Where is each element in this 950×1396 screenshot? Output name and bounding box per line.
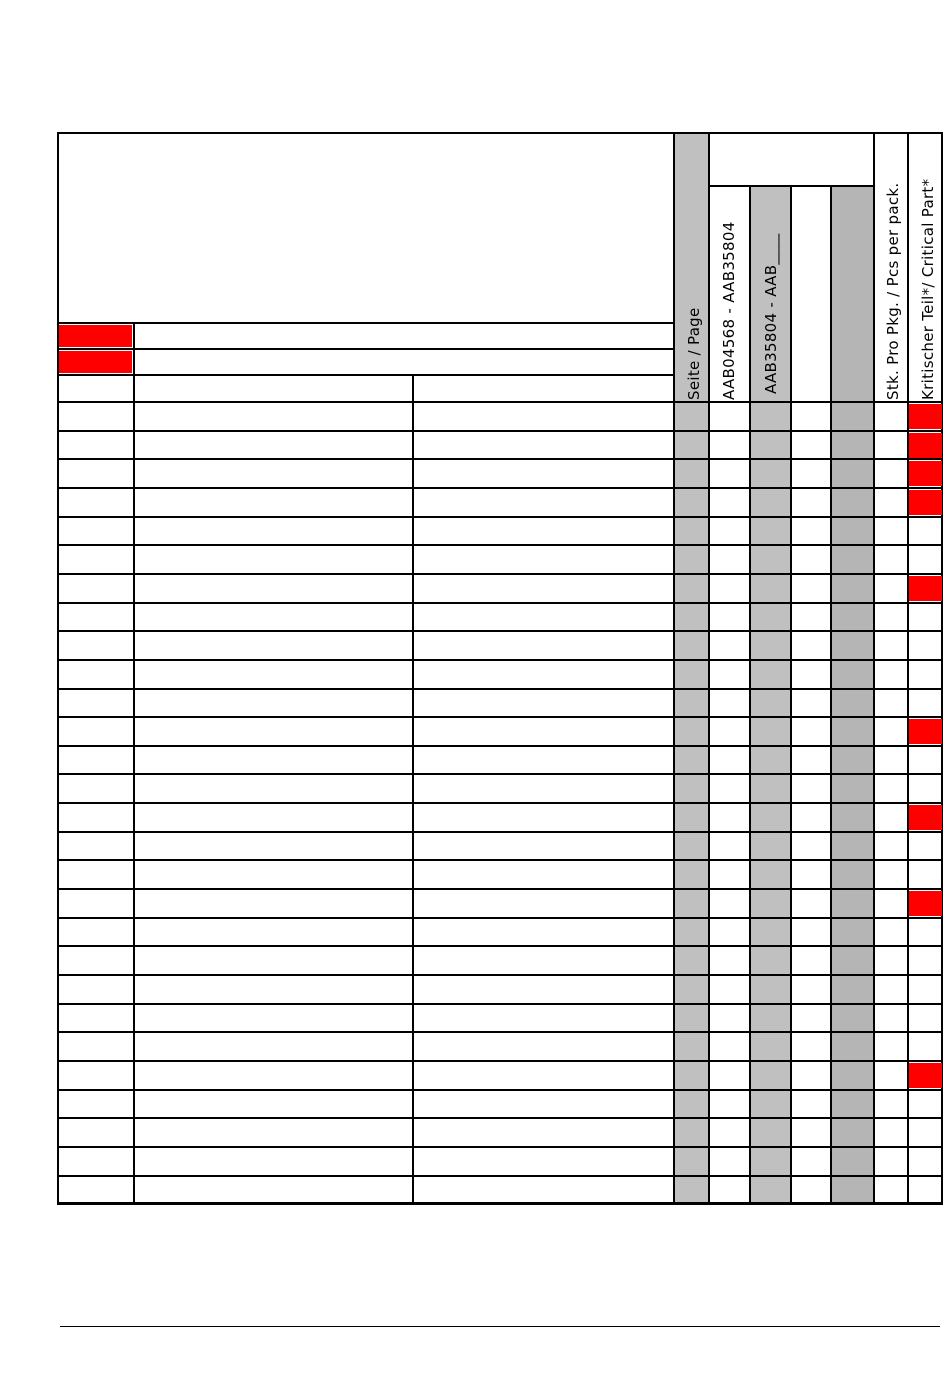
- row-divider: [57, 1203, 943, 1205]
- table-frame: [57, 132, 943, 1204]
- footer-divider: [60, 1326, 940, 1327]
- row-divider: [57, 917, 943, 919]
- critical-part-marker: [909, 805, 942, 830]
- row-divider: [57, 1146, 943, 1148]
- critical-part-marker: [909, 576, 942, 601]
- row-divider: [57, 516, 943, 518]
- row-divider: [57, 773, 943, 775]
- critical-part-marker: [909, 461, 942, 486]
- row-divider: [57, 716, 943, 718]
- row-divider: [57, 688, 943, 690]
- critical-part-marker: [909, 404, 942, 429]
- legend-red-swatch-2: [59, 351, 132, 373]
- row-divider: [57, 945, 943, 947]
- critical-part-marker: [909, 490, 942, 515]
- critical-part-header: Kritischer Teil*/ Critical Part*: [919, 178, 937, 400]
- row-divider: [57, 974, 943, 976]
- row-divider: [57, 888, 943, 890]
- row-divider: [57, 630, 943, 632]
- critical-part-marker: [909, 433, 942, 458]
- row-divider: [57, 1089, 943, 1091]
- row-divider: [57, 430, 943, 432]
- critical-part-marker: [909, 1063, 942, 1088]
- row-divider: [57, 1060, 943, 1062]
- row-divider: [57, 1031, 943, 1033]
- row-divider: [57, 573, 943, 575]
- range-1-header: AAB04568 - AAB35804: [720, 221, 738, 400]
- page-column-fill: [675, 134, 708, 1202]
- pcs-per-pack-header: Stk. Pro Pkg. / Pcs per pack.: [884, 182, 902, 400]
- legend-red-swatch-1: [59, 325, 132, 347]
- row-divider: [57, 745, 943, 747]
- row-divider: [57, 1117, 943, 1119]
- row-divider: [57, 831, 943, 833]
- range-4-column-fill: [832, 187, 873, 1202]
- row-divider: [57, 1175, 943, 1177]
- row-divider: [57, 401, 943, 403]
- row-divider: [57, 1003, 943, 1005]
- row-divider: [57, 859, 943, 861]
- critical-part-marker: [909, 891, 942, 916]
- row-divider: [57, 802, 943, 804]
- row-divider: [57, 487, 943, 489]
- range-2-header: AAB35804 - AAB____: [762, 233, 780, 394]
- row-divider: [57, 458, 943, 460]
- page-column-header: Seite / Page: [685, 307, 703, 400]
- row-divider: [57, 544, 943, 546]
- critical-part-marker: [909, 719, 942, 744]
- row-divider: [57, 659, 943, 661]
- row-divider: [57, 602, 943, 604]
